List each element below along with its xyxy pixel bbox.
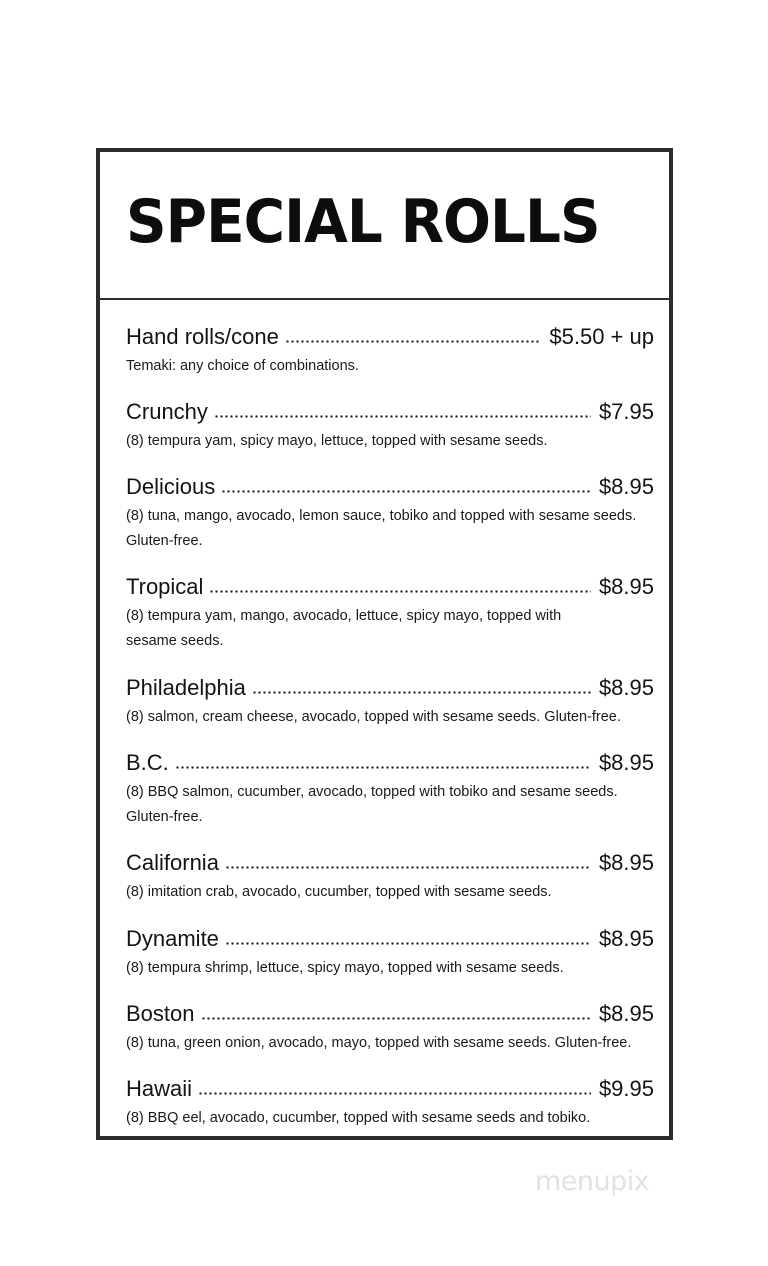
menu-item [126,671,654,730]
item-price: $8.95 [598,750,654,775]
item-name: Boston [126,1001,195,1026]
dot-leader [214,415,591,418]
menu-header [100,152,669,300]
item-price: $8.95 [598,850,654,875]
item-price: $8.95 [598,574,654,599]
item-price: $8.95 [598,474,654,499]
item-description: (8) tempura shrimp, lettuce, spicy mayo, topped with sesame seeds. [126,960,564,976]
dot-leader [209,590,591,593]
dot-leader [252,691,591,694]
menu-title: SPECIAL ROLLS [126,187,600,257]
menu-item [126,922,654,981]
item-price: $9.95 [598,1076,654,1101]
item-name: B.C. [126,750,169,775]
dot-leader [221,490,591,493]
watermark-logo: menupix [535,1166,650,1197]
dot-leader [201,1017,591,1020]
item-price: $7.95 [598,399,654,424]
item-name: California [126,850,219,875]
item-description: (8) BBQ eel, avocado, cucumber, topped with sesame seeds and tobiko. [126,1110,591,1126]
dot-leader [225,942,591,945]
item-description: (8) tempura yam, spicy mayo, lettuce, topped with sesame seeds. [126,433,548,449]
menu-item [126,1072,654,1131]
item-name: Crunchy [126,399,208,424]
menu-item [126,470,654,554]
menu-item [126,320,654,379]
item-price: $8.95 [598,675,654,700]
dot-leader [285,340,542,343]
menu-item [126,570,654,654]
menu-item [126,997,654,1056]
item-name: Tropical [126,574,204,599]
item-description: (8) tuna, green onion, avocado, mayo, topped with sesame seeds. Gluten-free. [126,1035,632,1051]
item-description: (8) tempura yam, mango, avocado, lettuce, spicy mayo, topped with sesame seeds. [126,608,562,649]
dot-leader [175,766,591,769]
dot-leader [225,866,591,869]
item-price: $5.50 + up [549,324,654,349]
item-name: Dynamite [126,926,219,951]
item-price: $8.95 [598,1001,654,1026]
menu-item [126,746,654,830]
item-name: Delicious [126,474,216,499]
item-name: Philadelphia [126,675,246,700]
item-description: (8) BBQ salmon, cucumber, avocado, topped with tobiko and sesame seeds. Gluten-free. [126,784,618,825]
item-name: Hawaii [126,1076,193,1101]
menu-item [126,395,654,454]
item-description: (8) salmon, cream cheese, avocado, topped with sesame seeds. Gluten-free. [126,709,621,725]
dot-leader [198,1092,591,1095]
item-description: (8) tuna, mango, avocado, lemon sauce, tobiko and topped with sesame seeds. Gluten-free. [126,508,637,549]
menu-card [96,148,673,1140]
menu-item [126,846,654,905]
item-description: Temaki: any choice of combinations. [126,358,359,374]
item-name: Hand rolls/cone [126,324,279,349]
item-description: (8) imitation crab, avocado, cucumber, topped with sesame seeds. [126,884,552,900]
item-price: $8.95 [598,926,654,951]
